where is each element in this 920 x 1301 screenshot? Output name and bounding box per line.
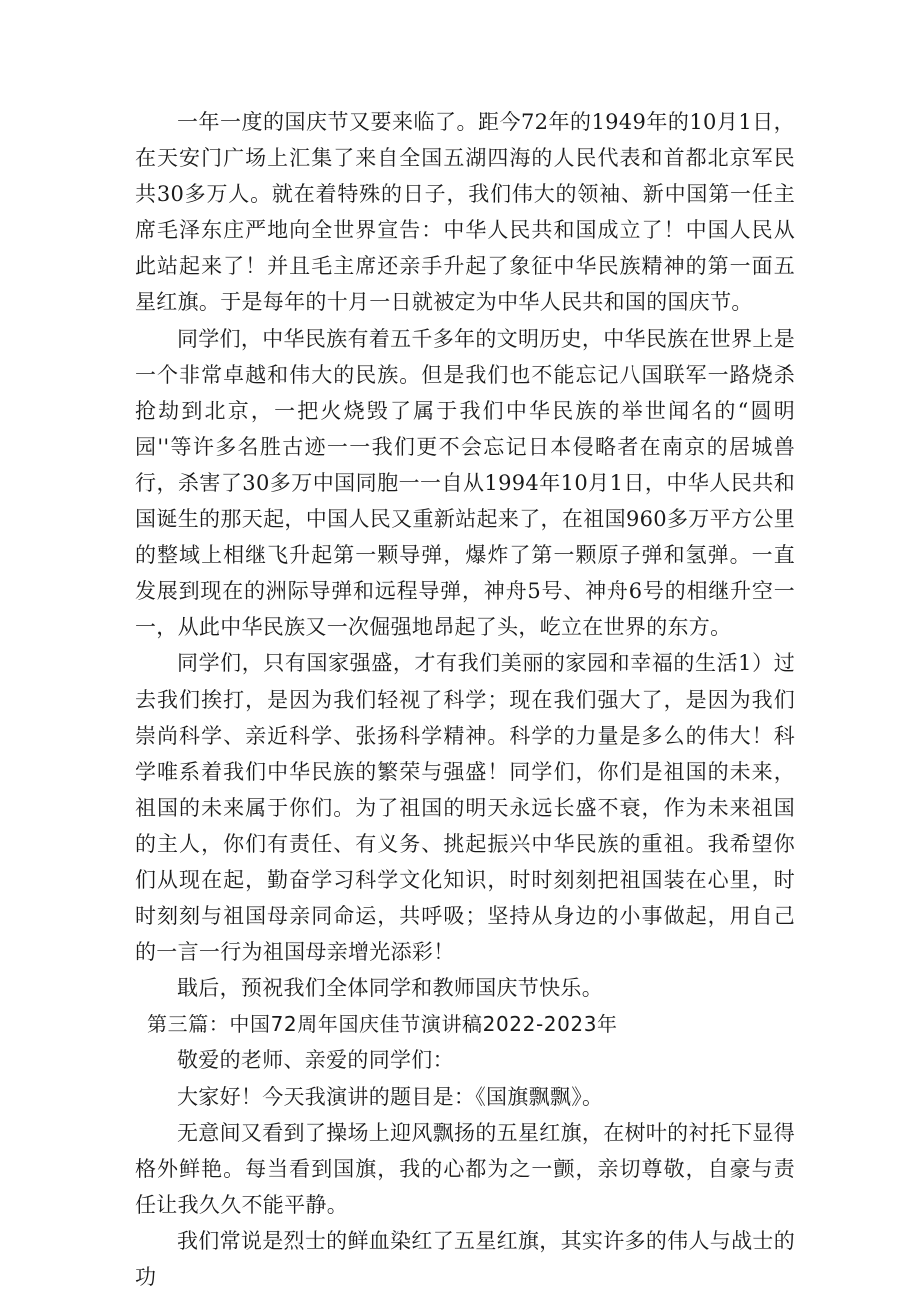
paragraph-flag-view: 无意间又看到了操场上迎风飘扬的五星红旗，在树叶的衬托下显得格外鲜艳。每当看到国旗，我的心都为之一颤，亲切尊敬，自豪与责任让我久久不能平静。 <box>135 1120 795 1217</box>
document-body <box>135 104 795 1295</box>
paragraph-greeting-topic: 大家好！今天我演讲的题目是：《国旗飘飘》。 <box>177 1084 604 1109</box>
paragraph-chinese-history: 同学们，中华民族有着五千多年的文明历史，中华民族在世界上是一个非常卓越和伟大的民族。但是我们也不能忘记八国联军一路烧杀抢劫到北京，一把火烧毁了属于我们中华民族的举世闻名的“圆明园''等许多名胜古迹一一我们更不会忘记日本侵略者在南京的居城兽行，杀害了30多万中国同胞一一自从1994年10月1日，中华人民共和国诞生的那天起，中国人民又重新站起来了，在祖国960多万平方公里的整域上相继飞升起第一颗导弹，爆炸了第一颗原子弹和氢弹。一直发展到现在的洲际导弹和远程导弹，神舟5号、神舟6号的相继升空一一，从此中华民族又一次倔强地昂起了头，屹立在世界的东方。 <box>135 326 795 640</box>
section-heading: 第三篇：中国72周年国庆佳节演讲稿2022-2023年 <box>147 1012 618 1037</box>
paragraph-martyrs: 我们常说是烈士的鲜血染红了五星红旗，其实许多的伟人与战士的功 <box>135 1228 795 1289</box>
paragraph-national-day-origin: 一年一度的国庆节又要来临了。距今72年的1949年的10月1日，在天安门广场上汇集了来自全国五湖四海的人民代表和首都北京军民共30多万人。就在着特殊的日子，我们伟大的领袖、新中国第一任主席毛泽东庄严地向全世界宣告：中华人民共和国成立了！中国人民从此站起来了！并且毛主席还亲手升起了象征中华民族精神的第一面五星红旗。于是每年的十月一日就被定为中华人民共和国的国庆节。 <box>135 110 795 315</box>
paragraph-science-and-future: 同学们，只有国家强盛，才有我们美丽的家园和幸福的生活1）过去我们挨打，是因为我们轻视了科学；现在我们强大了，是因为我们崇尚科学、亲近科学、张扬科学精神。科学的力量是多么的伟大！科学唯系着我们中华民族的繁荣与强盛！同学们，你们是祖国的未来，祖国的未来属于你们。为了祖国的明天永远长盛不衰，作为未来祖国的主人，你们有责任、有义务、挑起振兴中华民族的重祖。我希望你们从现在起，勤奋学习科学文化知识，时时刻刻把祖国装在心里，时时刻刻与祖国母亲同命运，共呼吸；坚持从身边的小事做起，用自己的一言一行为祖国母亲增光添彩！ <box>135 651 795 965</box>
paragraph-salutation: 敬爱的老师、亲爱的同学们： <box>177 1048 454 1073</box>
paragraph-closing-wishes: 戢后，预祝我们全体同学和教师国庆节快乐。 <box>177 976 603 1001</box>
